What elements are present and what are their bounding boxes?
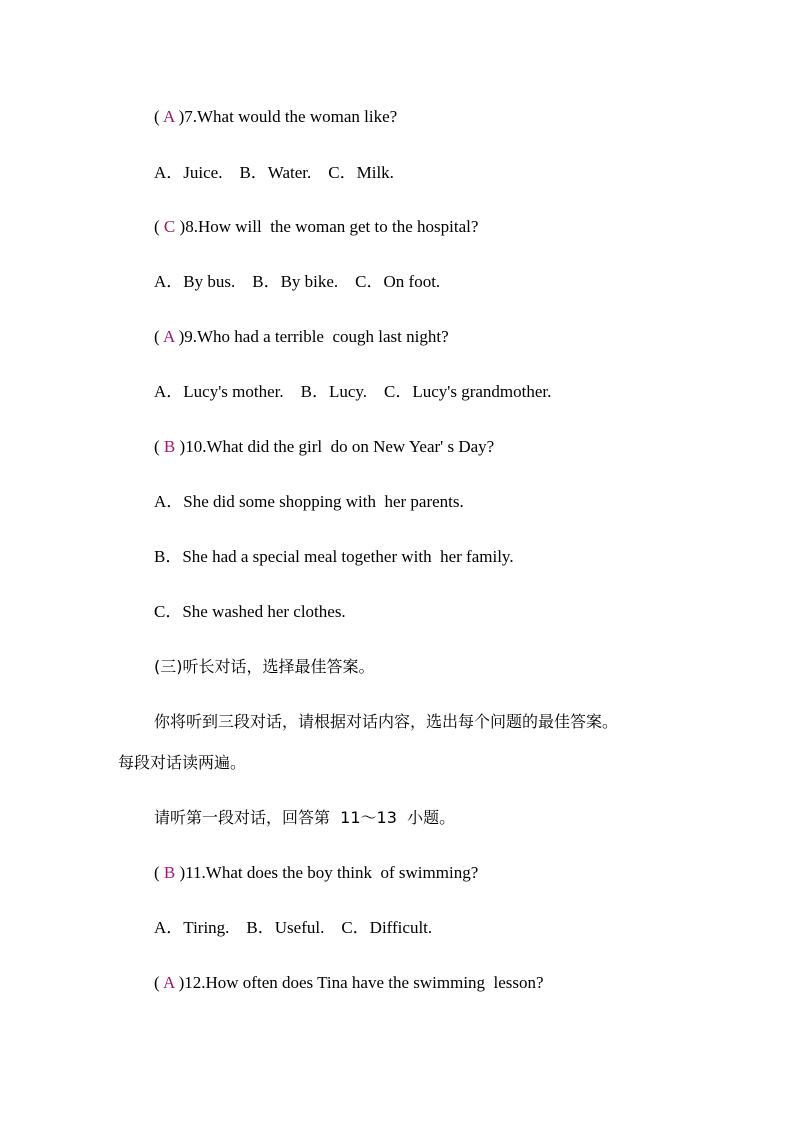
question-12-answer: A — [162, 973, 175, 992]
question-10-option-a: A．She did some shopping with her parents. — [154, 492, 464, 511]
question-7-text: 7.What would the woman like? — [184, 107, 398, 126]
question-11-answer: B — [163, 863, 176, 882]
question-9-answer: A — [162, 327, 175, 346]
section-3-title: (三)听长对话，选择最佳答案。 — [154, 657, 375, 676]
question-9 — [154, 326, 449, 348]
question-12-open: ( — [154, 973, 163, 992]
question-7-open: ( — [154, 107, 163, 126]
question-11-open: ( — [154, 863, 164, 882]
question-8-close: ) — [175, 217, 186, 236]
instructions-line-2: 每段对话读两遍。 — [118, 753, 247, 772]
question-11-options: A．Tiring. B．Useful. C．Difficult. — [154, 918, 433, 937]
question-7-answer: A — [162, 107, 175, 126]
question-10-close: ) — [175, 437, 186, 456]
question-10-answer: B — [163, 437, 176, 456]
dialogue-1-prompt: 请听第一段对话，回答第 11～13 小题。 — [154, 808, 456, 827]
question-7-close: ) — [174, 107, 185, 126]
question-12-close: ) — [174, 973, 185, 992]
question-11 — [154, 862, 478, 884]
question-8-options: A．By bus. B．By bike. C．On foot. — [154, 272, 441, 291]
question-8-answer: C — [163, 217, 176, 236]
question-9-open: ( — [154, 327, 163, 346]
question-12 — [154, 972, 544, 994]
question-7 — [154, 106, 397, 128]
question-9-text: 9.Who had a terrible cough last night? — [184, 327, 449, 346]
question-10-option-c: C．She washed her clothes. — [154, 602, 346, 621]
instructions-line-1: 你将听到三段对话，请根据对话内容，选出每个问题的最佳答案。 — [154, 712, 619, 731]
question-8-open: ( — [154, 217, 164, 236]
question-8-text: 8.How will the woman get to the hospital? — [185, 217, 479, 236]
question-12-text: 12.How often does Tina have the swimming lesson? — [184, 973, 544, 992]
question-11-text: 11.What does the boy think of swimming? — [185, 863, 479, 882]
question-10-option-b: B．She had a special meal together with her family. — [154, 547, 514, 566]
question-9-options: A．Lucy's mother. B．Lucy. C．Lucy's grandmother. — [154, 382, 552, 401]
question-11-close: ) — [175, 863, 186, 882]
question-8 — [154, 216, 478, 238]
question-10-text: 10.What did the girl do on New Year' s Day? — [185, 437, 495, 456]
question-7-options: A．Juice. B．Water. C．Milk. — [154, 163, 394, 182]
question-10-open: ( — [154, 437, 164, 456]
question-10 — [154, 436, 494, 458]
question-9-close: ) — [174, 327, 185, 346]
